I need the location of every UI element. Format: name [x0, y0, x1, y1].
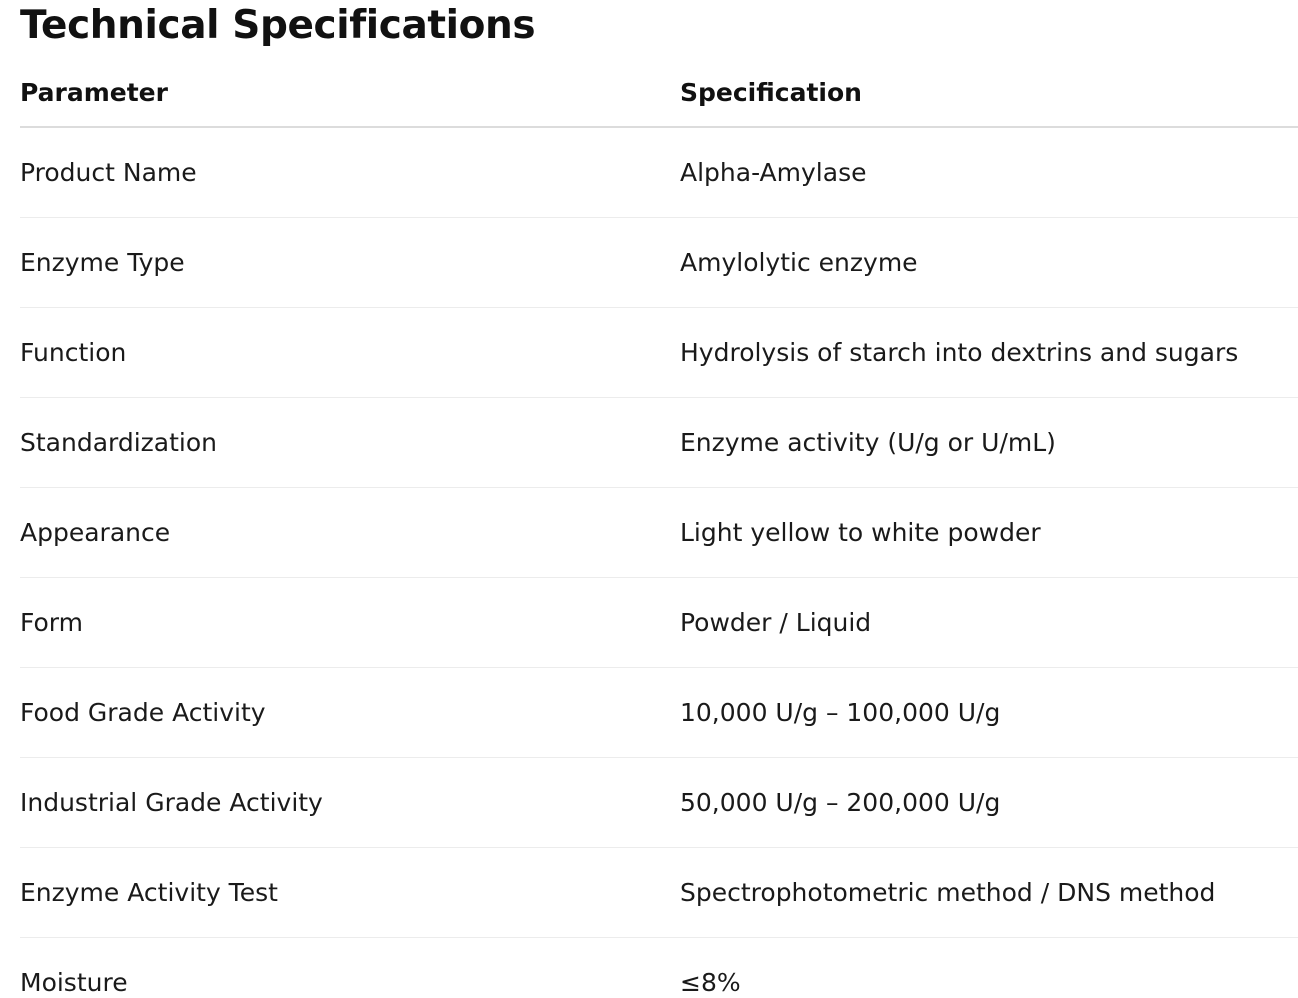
- specification-cell: Spectrophotometric method / DNS method: [680, 848, 1298, 938]
- specification-cell: Powder / Liquid: [680, 578, 1298, 668]
- parameter-cell: Form: [20, 578, 680, 668]
- table-row: [20, 938, 1298, 998]
- table-row: [20, 668, 1298, 758]
- specification-cell: Enzyme activity (U/g or U/mL): [680, 398, 1298, 488]
- parameter-cell: Industrial Grade Activity: [20, 758, 680, 848]
- parameter-cell: Enzyme Activity Test: [20, 848, 680, 938]
- table-row: [20, 308, 1298, 398]
- specification-cell: Light yellow to white powder: [680, 488, 1298, 578]
- parameter-cell: Enzyme Type: [20, 218, 680, 308]
- specification-cell: 10,000 U/g – 100,000 U/g: [680, 668, 1298, 758]
- table-header-row: [20, 58, 1298, 127]
- table-row: [20, 127, 1298, 218]
- specification-cell: Hydrolysis of starch into dextrins and sugars: [680, 308, 1298, 398]
- table-row: [20, 578, 1298, 668]
- parameter-cell: Standardization: [20, 398, 680, 488]
- parameter-cell: Moisture: [20, 938, 680, 998]
- table-row: [20, 758, 1298, 848]
- table-row: [20, 488, 1298, 578]
- column-header-specification: Specification: [680, 58, 1298, 127]
- parameter-cell: Product Name: [20, 127, 680, 218]
- parameter-cell: Food Grade Activity: [20, 668, 680, 758]
- column-header-parameter: Parameter: [20, 58, 680, 127]
- parameter-cell: Appearance: [20, 488, 680, 578]
- specification-cell: Amylolytic enzyme: [680, 218, 1298, 308]
- specification-cell: Alpha-Amylase: [680, 127, 1298, 218]
- spec-table: [20, 58, 1298, 998]
- specification-cell: 50,000 U/g – 200,000 U/g: [680, 758, 1298, 848]
- page-title: Technical Specifications: [20, 3, 536, 48]
- table-row: [20, 848, 1298, 938]
- parameter-cell: Function: [20, 308, 680, 398]
- specification-cell: ≤8%: [680, 938, 1298, 998]
- table-row: [20, 218, 1298, 308]
- table-row: [20, 398, 1298, 488]
